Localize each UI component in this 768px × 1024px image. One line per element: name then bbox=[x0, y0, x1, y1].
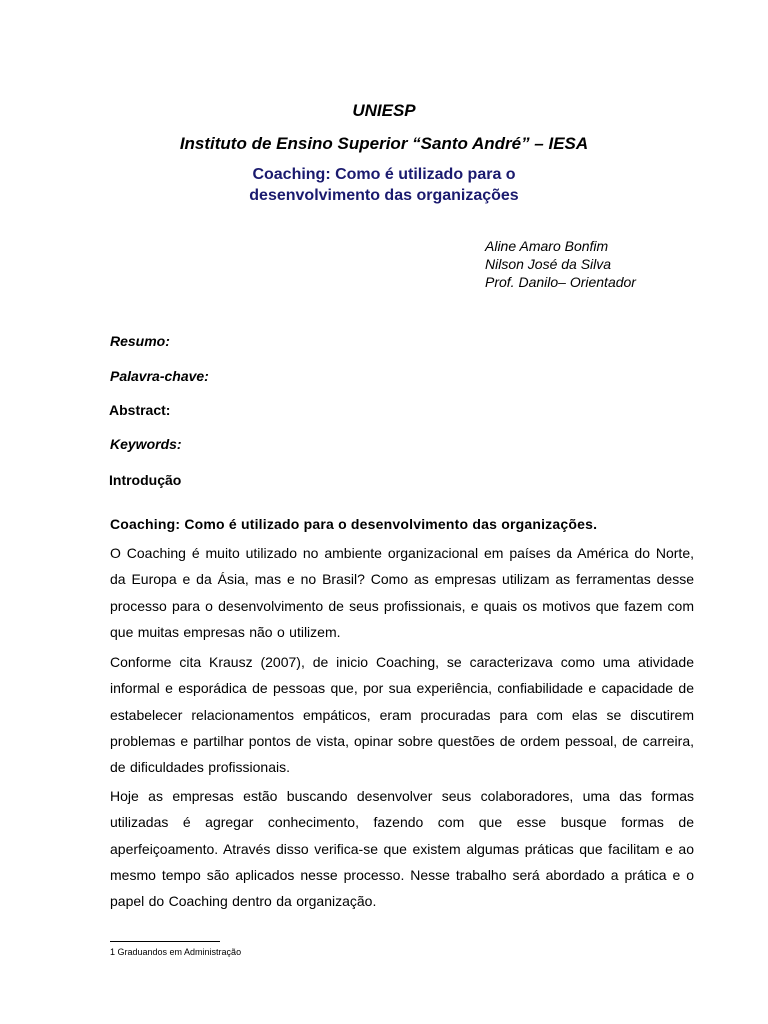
author-list bbox=[485, 237, 636, 291]
label-palavra-chave: Palavra-chave: bbox=[110, 368, 209, 384]
section-heading: Coaching: Como é utilizado para o desenvolvimento das organizações. bbox=[110, 516, 598, 532]
paragraph-1: O Coaching é muito utilizado no ambiente organizacional em países da América do Norte, da Europa e da Ásia, mas e no Brasil? Como as empresas utilizam as ferramentas desse processo para o desenvolvimento de seus profissionais, e quais os motivos que fazem com que muitas empresas não o utilizem. bbox=[110, 545, 694, 640]
institute-name: Instituto de Ensino Superior “Santo André” – IESA bbox=[179, 134, 589, 153]
footnote: 1 Graduandos em Administração bbox=[110, 947, 242, 957]
author-2: Nilson José da Silva bbox=[485, 256, 612, 272]
footnote-separator bbox=[110, 941, 220, 942]
title-line-2: desenvolvimento das organizações bbox=[249, 187, 519, 204]
paragraph-3: Hoje as empresas estão buscando desenvolver seus colaboradores, uma das formas utilizadas é agregar conhecimento, fazendo com que esse busque formas de aperfeiçoamento. Através disso verifica-se que existem algumas práticas que facilitam e ao mesmo tempo são aplicados nesse processo. Nesse trabalho será abordado a prática e o papel do Coaching dentro da organização. bbox=[110, 788, 694, 910]
label-keywords: Keywords: bbox=[110, 436, 182, 452]
label-introducao: Introdução bbox=[109, 472, 182, 488]
author-3: Prof. Danilo– Orientador bbox=[485, 274, 636, 290]
paragraph-2: Conforme cita Krausz (2007), de inicio Coaching, se caracterizava como uma atividade informal e esporádica de pessoas que, por sua experiência, confiabilidade e capacidade de estabelecer relacionamentos empáticos, eram procuradas para com elas se discutirem problemas e partilhar pontos de vista, opinar sobre questões de ordem pessoal, de carreira, de dificuldades profissionais. bbox=[110, 654, 694, 776]
label-abstract: Abstract: bbox=[109, 402, 171, 418]
university-name: UNIESP bbox=[352, 101, 416, 120]
label-resumo: Resumo: bbox=[110, 333, 170, 349]
author-1: Aline Amaro Bonfim bbox=[485, 238, 609, 254]
document-title bbox=[0, 164, 768, 206]
title-line-1: Coaching: Como é utilizado para o bbox=[252, 166, 516, 183]
